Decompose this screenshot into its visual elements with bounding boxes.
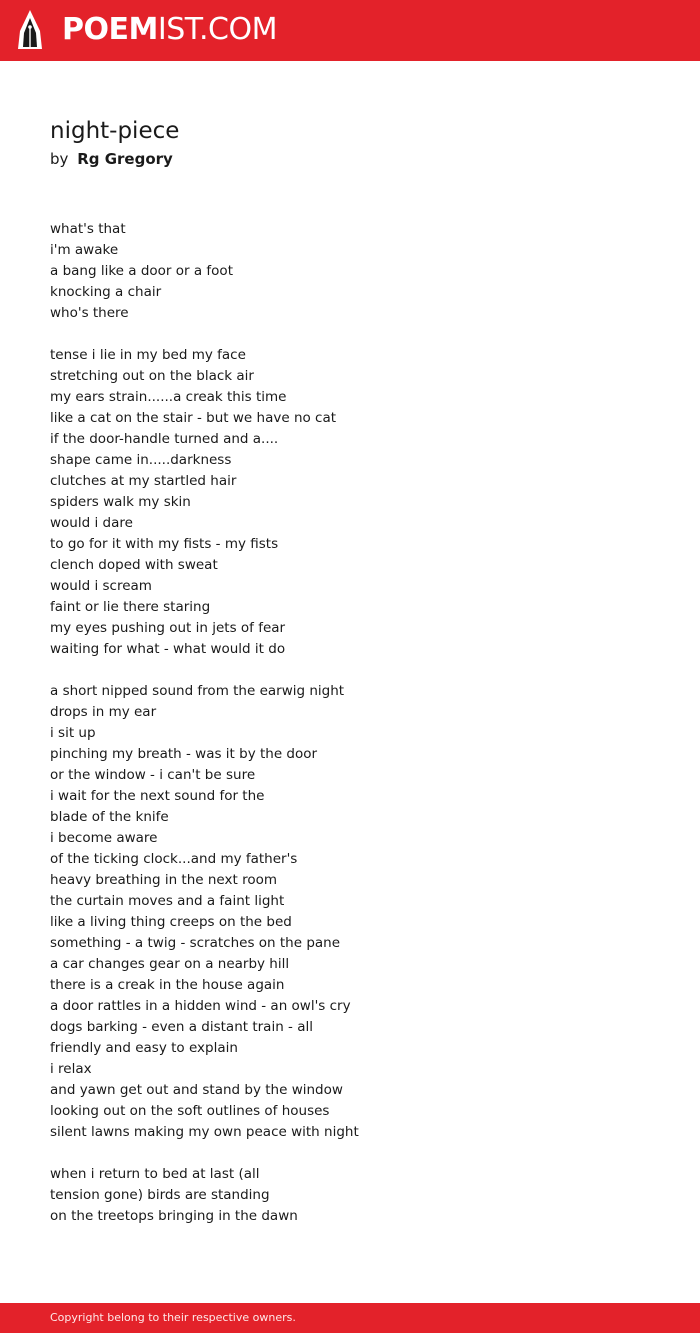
copyright-text: Copyright belong to their respective owners. xyxy=(50,1311,296,1324)
poem-line: who's there xyxy=(50,305,129,321)
poem-line: knocking a chair xyxy=(50,284,162,300)
poem-line: i become aware xyxy=(50,830,158,846)
poem-line: the curtain moves and a faint light xyxy=(50,893,285,909)
poem-line: a short nipped sound from the earwig night xyxy=(50,683,345,699)
poem-line: would i dare xyxy=(50,515,133,531)
poem-title: night-piece xyxy=(50,118,180,144)
poem-line: my ears strain......a creak this time xyxy=(50,389,287,405)
poem-stanza xyxy=(50,219,670,324)
poem-line: looking out on the soft outlines of houses xyxy=(50,1103,330,1119)
poem-line: when i return to bed at last (all xyxy=(50,1166,260,1182)
poem-line: faint or lie there staring xyxy=(50,599,211,615)
poem-line: blade of the knife xyxy=(50,809,169,825)
poem-line: i relax xyxy=(50,1061,92,1077)
poem-line: clench doped with sweat xyxy=(50,557,218,573)
author-link[interactable]: Rg Gregory xyxy=(77,150,173,168)
poem-line: shape came in.....darkness xyxy=(50,452,232,468)
poem-line: or the window - i can't be sure xyxy=(50,767,256,783)
poem-line: i sit up xyxy=(50,725,96,741)
poem-line: my eyes pushing out in jets of fear xyxy=(50,620,286,636)
logo-light-text: IST.COM xyxy=(157,12,277,47)
site-footer xyxy=(0,1303,700,1333)
poem-line: on the treetops bringing in the dawn xyxy=(50,1208,298,1224)
poem-line: what's that xyxy=(50,221,126,237)
poem-line: silent lawns making my own peace with night xyxy=(50,1124,359,1140)
poem-line: waiting for what - what would it do xyxy=(50,641,286,657)
poem-line: i'm awake xyxy=(50,242,119,258)
poem-line: something - a twig - scratches on the pane xyxy=(50,935,341,951)
poem-stanza xyxy=(50,681,670,1143)
poem-line: tension gone) birds are standing xyxy=(50,1187,270,1203)
poem-line: drops in my ear xyxy=(50,704,157,720)
poem-line: heavy breathing in the next room xyxy=(50,872,277,888)
site-logo-link[interactable] xyxy=(62,11,277,49)
poem-line: pinching my breath - was it by the door xyxy=(50,746,318,762)
poem-line: of the ticking clock...and my father's xyxy=(50,851,298,867)
byline xyxy=(50,149,670,169)
poem-line: dogs barking - even a distant train - all xyxy=(50,1019,313,1035)
logo-bold-text: POEM xyxy=(62,12,158,47)
site-header xyxy=(0,0,700,61)
poem-content xyxy=(50,112,670,1248)
poem-stanza xyxy=(50,1164,670,1227)
poem-line: clutches at my startled hair xyxy=(50,473,237,489)
poem-line: and yawn get out and stand by the window xyxy=(50,1082,343,1098)
poem-line: tense i lie in my bed my face xyxy=(50,347,246,363)
poem-line: stretching out on the black air xyxy=(50,368,254,384)
by-label: by xyxy=(50,150,69,168)
poem-line: spiders walk my skin xyxy=(50,494,191,510)
poem-line: friendly and easy to explain xyxy=(50,1040,238,1056)
poem-line: would i scream xyxy=(50,578,152,594)
poem-line: a bang like a door or a foot xyxy=(50,263,233,279)
poem-body xyxy=(50,219,670,1227)
poem-line: a door rattles in a hidden wind - an owl's cry xyxy=(50,998,351,1014)
pen-nib-icon[interactable] xyxy=(17,9,43,51)
poem-line: like a cat on the stair - but we have no cat xyxy=(50,410,337,426)
poem-line: like a living thing creeps on the bed xyxy=(50,914,292,930)
poem-line: there is a creak in the house again xyxy=(50,977,285,993)
poem-line: a car changes gear on a nearby hill xyxy=(50,956,290,972)
poem-line: to go for it with my fists - my fists xyxy=(50,536,279,552)
poem-line: if the door-handle turned and a.... xyxy=(50,431,279,447)
poem-stanza xyxy=(50,345,670,660)
poem-line: i wait for the next sound for the xyxy=(50,788,265,804)
